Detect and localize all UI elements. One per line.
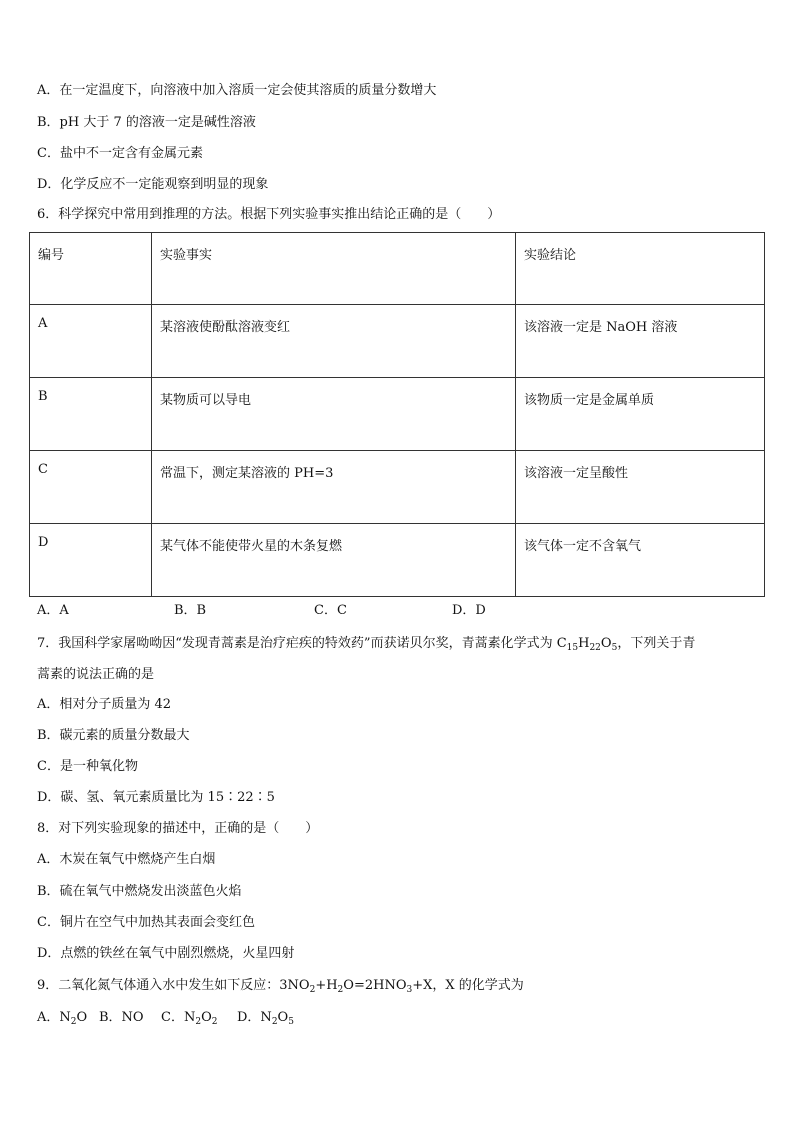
q8-option-c: C．铜片在空气中加热其表面会变红色: [37, 915, 255, 930]
row-label: A: [30, 305, 152, 378]
q6-option-d: D．D: [452, 603, 486, 618]
q5-option-a: A．在一定温度下，向溶液中加入溶质一定会使其溶质的质量分数增大: [37, 83, 437, 98]
header-conclusion: 实验结论: [516, 233, 765, 305]
row-conclusion: 该气体一定不含氧气: [516, 524, 765, 597]
row-fact: 某物质可以导电: [152, 378, 516, 451]
row-conclusion: 该溶液一定是 NaOH 溶液: [516, 305, 765, 378]
row-label: B: [30, 378, 152, 451]
q7-option-c: C．是一种氧化物: [37, 759, 138, 774]
q9-stem: 9．二氧化氮气体通入水中发生如下反应：$3NO_2+H_2O=2HNO_3+X$，X 的化学式为: [37, 978, 524, 995]
q5-option-c: C．盐中不一定含有金属元素: [37, 146, 203, 161]
q6-option-c: C．C: [314, 603, 347, 618]
q6-option-a: A．A: [37, 603, 69, 618]
table-row: [30, 524, 765, 597]
q6-option-b: B．B: [174, 603, 207, 618]
row-label: C: [30, 451, 152, 524]
table-row: [30, 451, 765, 524]
header-fact: 实验事实: [152, 233, 516, 305]
q8-option-b: B．硫在氧气中燃烧发出淡蓝色火焰: [37, 884, 242, 899]
q5-option-d: D．化学反应不一定能观察到明显的现象: [37, 177, 269, 192]
row-fact: 某气体不能使带火星的木条复燃: [152, 524, 516, 597]
row-fact: 某溶液使酚酞溶液变红: [152, 305, 516, 378]
q8-option-a: A．木炭在氧气中燃烧产生白烟: [37, 852, 216, 867]
q9-option-c: C．$N_2O_2$: [161, 1010, 218, 1027]
table-row: [30, 305, 765, 378]
q7-stem: 7．我国科学家屠呦呦因“发现青蒿素是治疗疟疾的特效药”而获诺贝尔奖，青蒿素化学式为 $C_{15}H_{22}O_5$，下列关于青: [37, 636, 696, 653]
q9-option-b: B．NO: [99, 1010, 144, 1025]
q7-option-b: B．碳元素的质量分数最大: [37, 728, 190, 743]
row-conclusion: 该物质一定是金属单质: [516, 378, 765, 451]
q9-option-d: D．$N_2O_5$: [237, 1010, 294, 1027]
q6-options: [37, 602, 486, 620]
table-row: [30, 378, 765, 451]
header-number: 编号: [30, 233, 152, 305]
q8-stem: 8．对下列实验现象的描述中，正确的是（ ）: [37, 821, 319, 836]
q9-option-a: A．$N_2O$: [37, 1010, 88, 1027]
table-header-row: [30, 233, 765, 305]
row-fact: 常温下，测定某溶液的 PH=3: [152, 451, 516, 524]
q7-option-d: D．碳、氢、氧元素质量比为 15∶22∶5: [37, 790, 275, 805]
experiment-table: [29, 232, 765, 597]
q7-option-a: A．相对分子质量为 42: [37, 697, 172, 712]
q6-stem: 6．科学探究中常用到推理的方法。根据下列实验事实推出结论正确的是（ ）: [37, 207, 501, 222]
row-conclusion: 该溶液一定呈酸性: [516, 451, 765, 524]
q5-option-b: B．pH 大于 7 的溶液一定是碱性溶液: [37, 115, 256, 130]
row-label: D: [30, 524, 152, 597]
q8-option-d: D．点燃的铁丝在氧气中剧烈燃烧，火星四射: [37, 946, 295, 961]
q7-stem-line2: 蒿素的说法正确的是: [37, 667, 155, 682]
q9-options: [37, 1009, 294, 1027]
